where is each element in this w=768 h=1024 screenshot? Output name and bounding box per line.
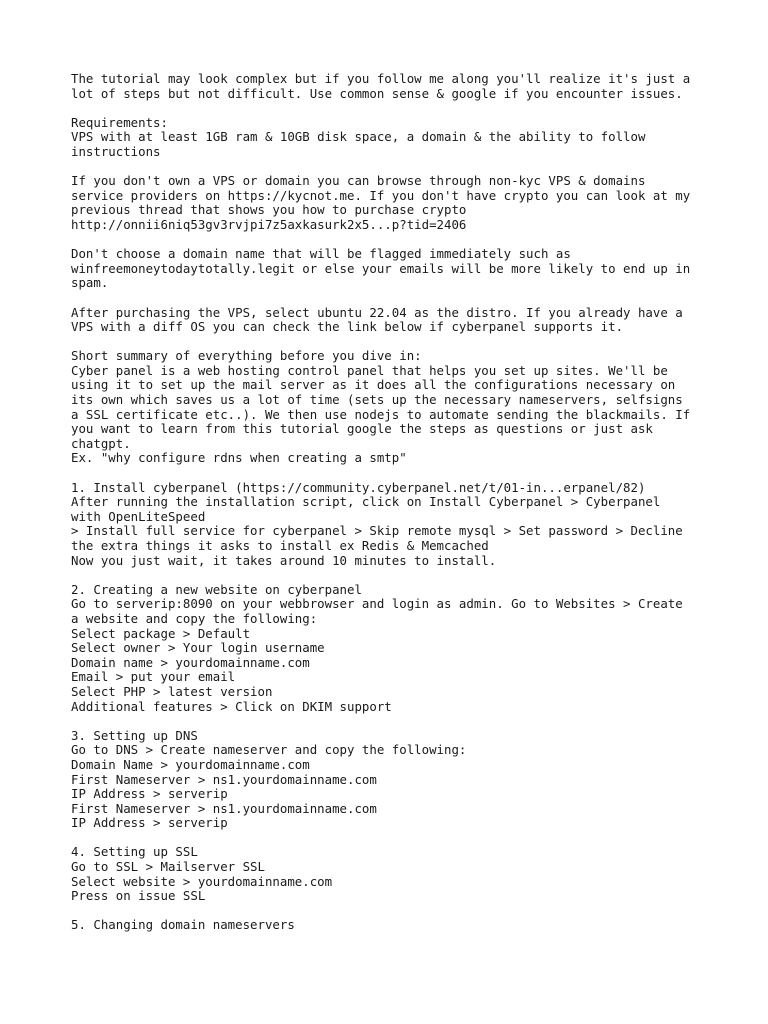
- text-line: you want to learn from this tutorial google the steps as questions or just ask: [71, 421, 653, 437]
- text-line: Press on issue SSL: [71, 888, 206, 904]
- text-line: the extra things it asks to install ex Redis & Memcached: [71, 538, 489, 553]
- text-line: using it to set up the mail server as it does all the configurations necessary on: [71, 377, 676, 393]
- document-body: [71, 72, 731, 948]
- text-line: Don't choose a domain name that will be flagged immediately such as: [71, 246, 571, 262]
- paragraph-requirements: [71, 116, 731, 160]
- text-line: Go to serverip:8090 on your webbrowser and login as admin. Go to Websites > Create: [71, 596, 683, 612]
- text-line: a website and copy the following:: [71, 610, 318, 626]
- text-line: After running the installation script, click on Install Cyberpanel > Cyberpanel: [71, 494, 661, 510]
- step-heading: 3. Setting up DNS: [71, 727, 198, 743]
- step-heading: 2. Creating a new website on cyberpanel: [71, 581, 362, 597]
- text-line: Short summary of everything before you dive in:: [71, 348, 422, 364]
- text-line: IP Address > serverip: [71, 786, 228, 802]
- text-line: lot of steps but not difficult. Use common sense & google if you encounter issues.: [71, 85, 683, 101]
- step-4-setting-up-ssl: [71, 845, 731, 903]
- step-5-changing-nameservers: [71, 918, 731, 933]
- text-line: IP Address > serverip: [71, 815, 228, 831]
- step-1-install-cyberpanel: [71, 481, 731, 569]
- text-line: service providers on https://kycnot.me. If you don't have crypto you can look at my: [71, 187, 691, 203]
- paragraph-vps-distro: [71, 306, 731, 335]
- text-line: Cyber panel is a web hosting control panel that helps you set up sites. We'll be: [71, 362, 668, 378]
- text-line: First Nameserver > ns1.yourdomainname.com: [71, 800, 377, 816]
- text-line: VPS with at least 1GB ram & 10GB disk space, a domain & the ability to follow: [71, 129, 646, 145]
- text-line: VPS with a diff OS you can check the link below if cyberpanel supports it.: [71, 319, 624, 335]
- paragraph-intro: [71, 72, 731, 101]
- text-line: http://onnii6niq53gv3rvjpi7z5axkasurk2x5...p?tid=2406: [71, 216, 467, 232]
- text-line: Select website > yourdomainname.com: [71, 873, 333, 889]
- text-line: Select PHP > latest version: [71, 683, 273, 699]
- paragraph-domain-warning: [71, 247, 731, 291]
- step-heading: 4. Setting up SSL: [71, 844, 198, 860]
- text-line: Select package > Default: [71, 625, 251, 641]
- text-line: Email > put your email: [71, 669, 236, 685]
- text-line: chatgpt.: [71, 435, 131, 451]
- text-line: > Install full service for cyberpanel > Skip remote mysql > Set password > Decline: [71, 523, 683, 539]
- step-3-setting-up-dns: [71, 729, 731, 831]
- text-line: If you don't own a VPS or domain you can browse through non-kyc VPS & domains: [71, 173, 646, 189]
- step-2-create-website: [71, 583, 731, 714]
- step-heading: 5. Changing domain nameservers: [71, 917, 295, 933]
- text-line: winfreemoneytodaytotally.legit or else your emails will be more likely to end up in: [71, 260, 691, 276]
- text-line: The tutorial may look complex but if you follow me along you'll realize it's just a: [71, 71, 691, 86]
- text-line: Go to SSL > Mailserver SSL: [71, 859, 265, 875]
- paragraph-providers: [71, 174, 731, 232]
- text-line: its own which saves us a lot of time (sets up the necessary nameservers, selfsigns: [71, 392, 683, 408]
- text-line: previous thread that shows you how to purchase crypto: [71, 202, 467, 218]
- paragraph-summary: [71, 349, 731, 466]
- text-line: a SSL certificate etc..). We then use nodejs to automate sending the blackmails. If: [71, 406, 691, 422]
- text-line: spam.: [71, 275, 109, 291]
- text-line: Domain Name > yourdomainname.com: [71, 756, 310, 772]
- text-line: Now you just wait, it takes around 10 minutes to install.: [71, 552, 497, 568]
- text-line: Additional features > Click on DKIM support: [71, 698, 392, 714]
- text-line: Ex. "why configure rdns when creating a smtp": [71, 450, 407, 466]
- step-heading: 1. Install cyberpanel (https://community.cyberpanel.net/t/01-in...erpanel/82): [71, 479, 646, 495]
- text-line: Go to DNS > Create nameserver and copy the following:: [71, 742, 467, 758]
- text-line: After purchasing the VPS, select ubuntu 22.04 as the distro. If you already have a: [71, 304, 683, 320]
- text-line: Requirements:: [71, 114, 168, 130]
- text-line: Domain name > yourdomainname.com: [71, 654, 310, 670]
- text-line: with OpenLiteSpeed: [71, 508, 206, 524]
- text-line: First Nameserver > ns1.yourdomainname.com: [71, 771, 377, 787]
- text-line: instructions: [71, 143, 161, 159]
- text-line: Select owner > Your login username: [71, 640, 325, 656]
